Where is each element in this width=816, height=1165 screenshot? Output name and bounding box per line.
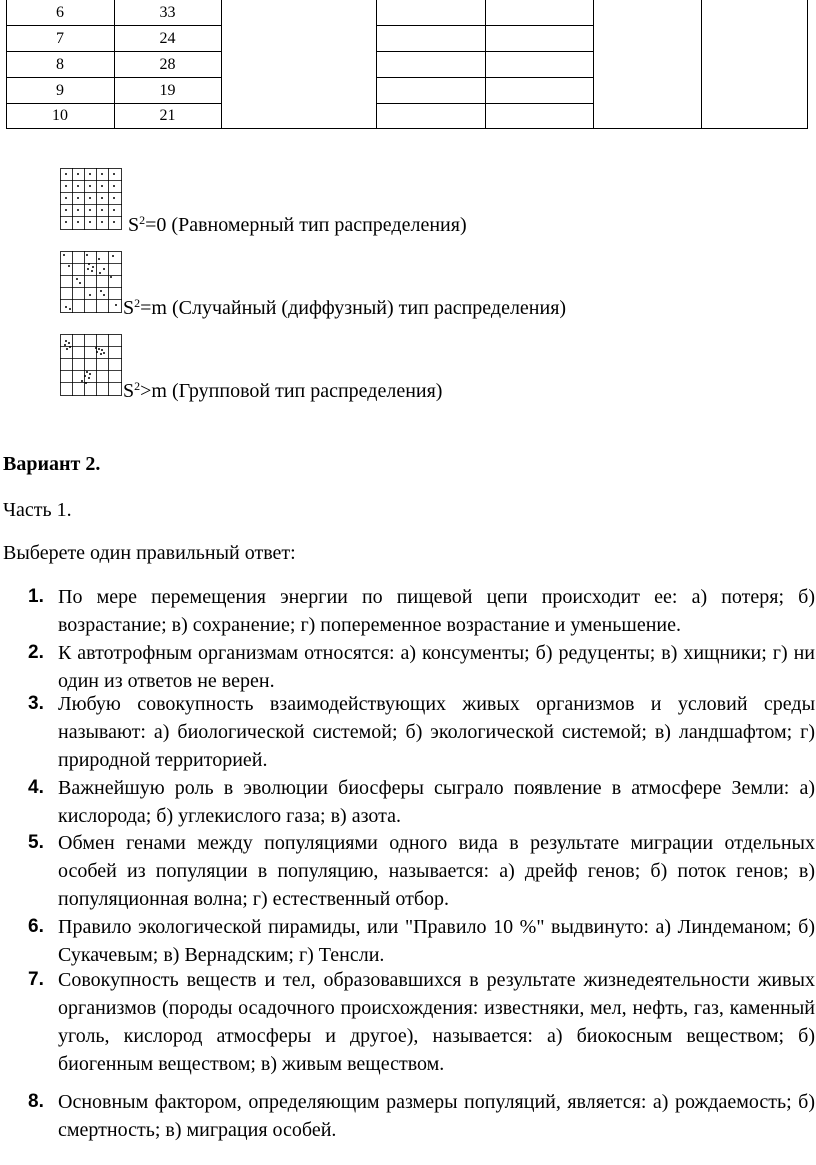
- uniform-grid-icon: [60, 168, 122, 230]
- question-number: 1.: [28, 586, 44, 607]
- part-heading: Часть 1.: [3, 499, 72, 521]
- question-number: 2.: [28, 642, 44, 663]
- question-number: 7.: [28, 969, 44, 990]
- distribution-label: $S^2=m$ (Случайный (диффузный) тип распределения): [123, 296, 567, 319]
- question-text: Важнейшую роль в эволюции биосферы сыграло появление в атмосфере Земли: а) кислорода; б) углекислого газа; в) азота.: [58, 777, 815, 827]
- table-cell: 28: [159, 56, 176, 73]
- table-border: [485, 0, 486, 129]
- distribution-label: $S^2>m$ (Групповой тип распределения): [123, 379, 443, 402]
- table-cell: 7: [56, 30, 64, 47]
- clustered-grid-icon: [60, 334, 122, 396]
- table-border: [807, 0, 808, 129]
- question-number: 6.: [28, 916, 44, 937]
- table-cell: 21: [159, 107, 176, 124]
- table-border: [221, 0, 222, 129]
- question-number: 4.: [28, 777, 44, 798]
- question-text: Обмен генами между популяциями одного вида в результате миграции отдельных особей из популяции в популяцию, называется: а) дрейф генов; б) поток генов; в) популяционная волна; г) естественный отбор.: [58, 832, 815, 910]
- question-text: Совокупность веществ и тел, образовавшихся в результате жизнедеятельности живых организмов (породы осадочного происхождения: известняки, мел, нефть, газ, каменный уголь, кислород атмосферы и другое), называется: а) биокосным веществом; б) биогенным веществом; в) живым веществом.: [58, 969, 815, 1075]
- instruction-text: Выберете один правильный ответ:: [3, 542, 296, 564]
- data-table: [6, 0, 808, 129]
- distribution-label: $S^2=0$ (Равномерный тип распределения): [128, 213, 467, 236]
- question-number: 8.: [28, 1091, 44, 1112]
- table-border: [376, 0, 377, 129]
- table-cell: 9: [56, 82, 64, 99]
- question-text: Основным фактором, определяющим размеры популяций, является: а) рождаемость; б) смертность; в) миграция особей.: [58, 1091, 815, 1141]
- table-border: [593, 0, 594, 129]
- question-number: 3.: [28, 693, 44, 714]
- table-cell: 24: [159, 30, 176, 47]
- question-text: К автотрофным организмам относятся: а) консументы; б) редуценты; в) хищники; г) ни один из ответов не верен.: [58, 642, 815, 692]
- table-cell: 8: [56, 56, 64, 73]
- question-text: Любую совокупность взаимодействующих живых организмов и условий среды называют: а) биологической системой; б) экологической системой; в) ландшафтом; г) природной территорией.: [58, 693, 815, 771]
- question-text: По мере перемещения энергии по пищевой цепи происходит ее: а) потеря; б) возрастание; в) сохранение; г) попеременное возрастание и уменьшение.: [58, 586, 815, 636]
- table-cell: 19: [159, 82, 176, 99]
- table-cell: 10: [52, 107, 68, 124]
- question-text: Правило экологической пирамиды, или "Правило 10 %" выдвинуто: а) Линдеманом; б) Сукачевым; в) Вернадским; г) Тенсли.: [58, 916, 815, 966]
- table-border: [701, 0, 702, 129]
- question-number: 5.: [28, 832, 44, 853]
- variant-heading: Вариант 2.: [3, 453, 101, 475]
- random-grid-icon: [60, 251, 122, 313]
- table-cell: 33: [159, 4, 176, 21]
- table-cell: 6: [56, 4, 64, 21]
